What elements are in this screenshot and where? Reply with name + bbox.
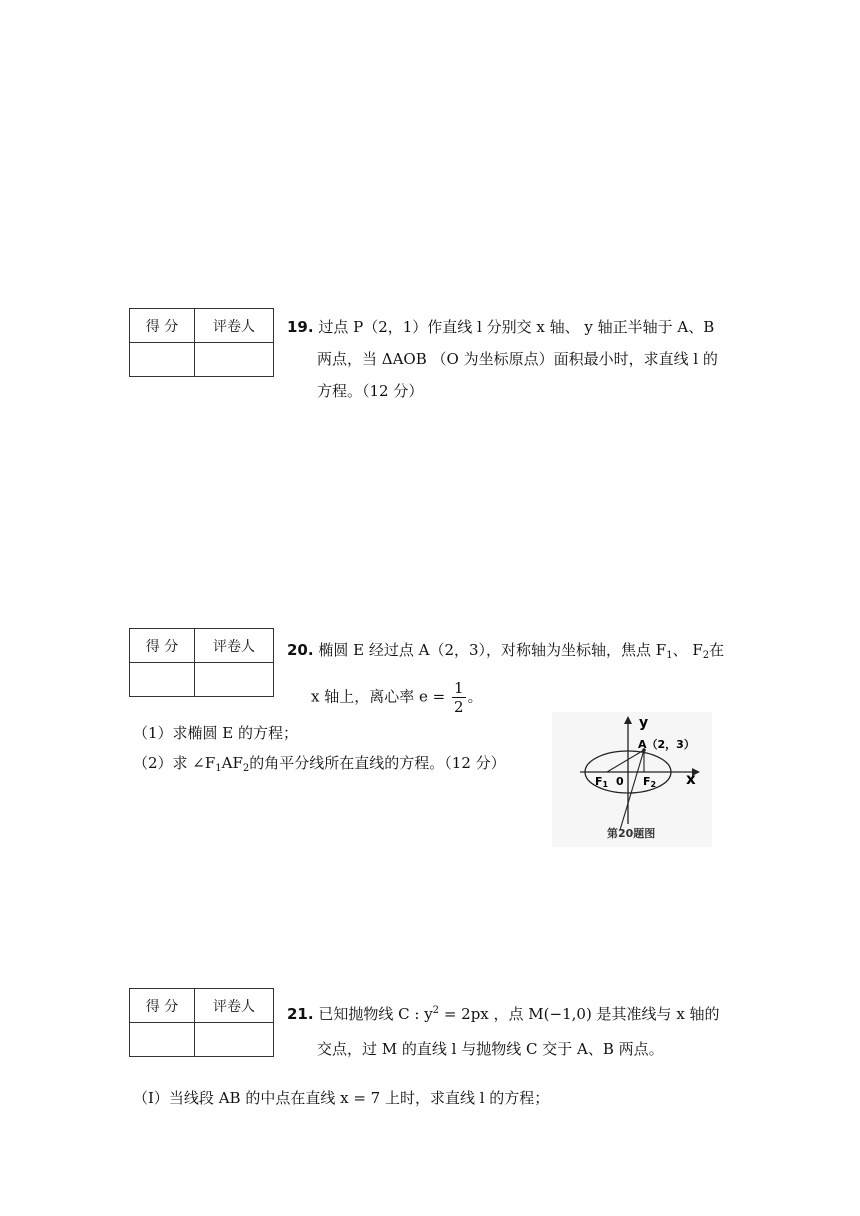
subscript: 1 bbox=[666, 650, 673, 661]
question-text: 的角平分线所在直线的方程。（12 分） bbox=[249, 754, 506, 772]
question-21-line1 bbox=[287, 994, 720, 1031]
grader-header: 评卷人 bbox=[195, 989, 274, 1023]
axis-x-label: x bbox=[686, 770, 696, 788]
axis-y-label: y bbox=[639, 715, 649, 731]
question-text: = 2px ，点 M(−1,0) 是其准线与 x 轴的 bbox=[443, 1005, 720, 1023]
grader-header: 评卷人 bbox=[195, 309, 274, 343]
superscript: 2 bbox=[432, 1005, 440, 1016]
question-19-line2: 两点，当 ΔAOB （O 为坐标原点）面积最小时，求直线 l 的 bbox=[317, 350, 718, 368]
subscript: 2 bbox=[242, 763, 250, 774]
question-text: 椭圆 E 经过点 A（2，3），对称轴为坐标轴，焦点 F bbox=[318, 641, 667, 659]
subscript: 2 bbox=[702, 650, 710, 661]
question-number: 20. bbox=[287, 641, 314, 659]
figure-caption: 第20题图 bbox=[607, 827, 656, 840]
question-text: 已知抛物线 C : y bbox=[318, 1005, 433, 1023]
score-header: 得 分 bbox=[130, 309, 195, 343]
point-a-label: A（2，3） bbox=[638, 738, 695, 751]
grader-cell[interactable] bbox=[195, 663, 274, 697]
score-table-19 bbox=[129, 308, 274, 377]
score-table-20 bbox=[129, 628, 274, 697]
question-20-part1: （1）求椭圆 E 的方程； bbox=[133, 724, 299, 742]
origin-label: 0 bbox=[616, 775, 624, 788]
ellipse-figure bbox=[552, 712, 712, 847]
question-text: AF bbox=[221, 754, 243, 772]
score-header: 得 分 bbox=[130, 989, 195, 1023]
score-cell[interactable] bbox=[130, 343, 195, 377]
question-19-line3: 方程。（12 分） bbox=[317, 382, 424, 400]
question-20-line2 bbox=[311, 679, 483, 716]
question-21-line2: 交点，过 M 的直线 l 与抛物线 C 交于 A、B 两点。 bbox=[317, 1040, 664, 1058]
question-21-part1: （Ⅰ）当线段 AB 的中点在直线 x = 7 上时，求直线 l 的方程； bbox=[133, 1089, 550, 1107]
question-20-part2 bbox=[133, 746, 506, 786]
fraction bbox=[452, 679, 466, 716]
question-number: 21. bbox=[287, 1005, 314, 1023]
question-text: 、 F bbox=[672, 641, 703, 659]
question-text: 过点 P（2，1）作直线 l 分别交 x 轴、 y 轴正半轴于 A、B bbox=[318, 318, 715, 336]
question-number: 19. bbox=[287, 318, 314, 336]
f2-label: F2 bbox=[643, 775, 657, 789]
question-text: （2）求 ∠F bbox=[133, 754, 216, 772]
subscript: 1 bbox=[215, 763, 222, 774]
question-text: 在 bbox=[709, 641, 725, 659]
grader-cell[interactable] bbox=[195, 343, 274, 377]
grader-cell[interactable] bbox=[195, 1023, 274, 1057]
question-text: x 轴上，离心率 e = bbox=[311, 687, 446, 706]
grader-header: 评卷人 bbox=[195, 629, 274, 663]
score-cell[interactable] bbox=[130, 663, 195, 697]
fraction-numerator: 1 bbox=[454, 679, 464, 697]
score-table-21 bbox=[129, 988, 274, 1057]
question-text: 。 bbox=[467, 687, 483, 706]
f1-label: F1 bbox=[595, 775, 609, 789]
score-header: 得 分 bbox=[130, 629, 195, 663]
question-20-line1 bbox=[287, 633, 724, 673]
fraction-denominator: 2 bbox=[454, 698, 464, 716]
question-19-line1 bbox=[287, 310, 714, 344]
score-cell[interactable] bbox=[130, 1023, 195, 1057]
